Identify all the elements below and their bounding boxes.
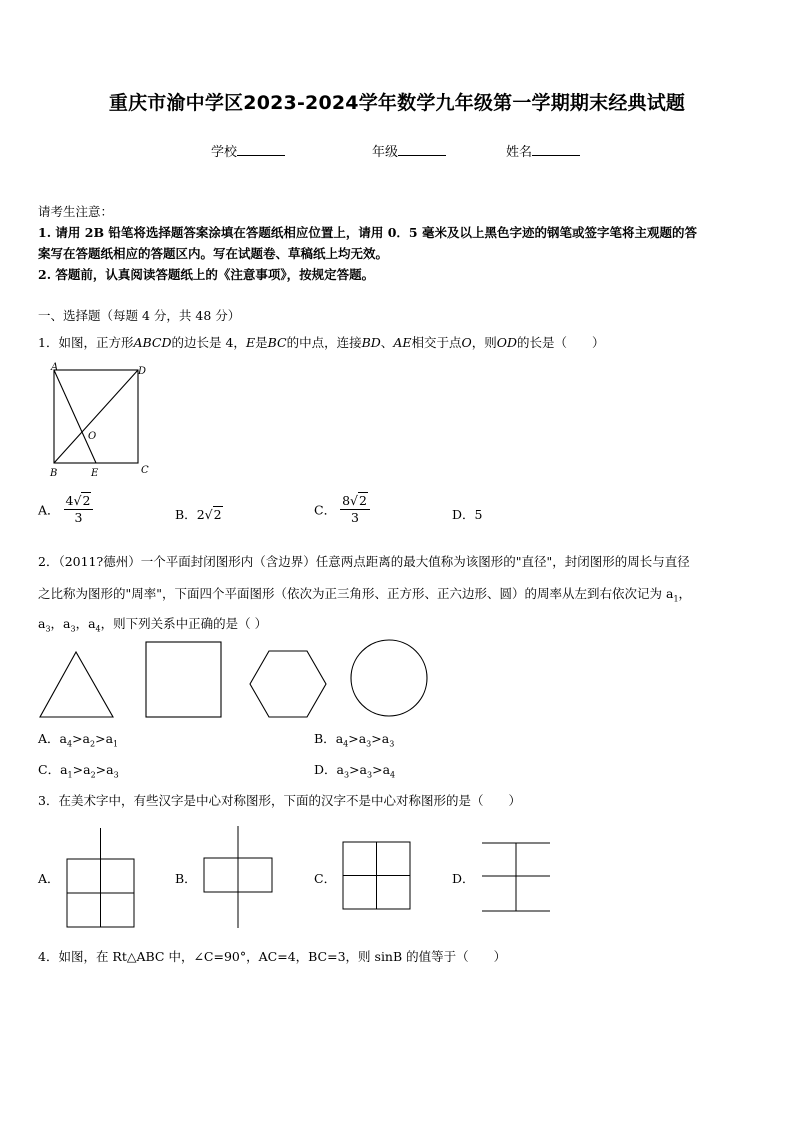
q1-square-figure	[40, 360, 170, 485]
q3-option-a-figure	[60, 824, 140, 932]
school-field[interactable]	[211, 141, 285, 160]
label-d: D	[138, 366, 147, 377]
q3-option-c-figure	[336, 836, 416, 916]
q2-line-1: 2．（2011?德州）一个平面封闭图形内（含边界）任意两点距离的最大值称为该图形的"直径"，封闭图形的周长与直径	[38, 554, 690, 569]
school-label: 学校	[211, 145, 238, 160]
q3-text: 3．在美术字中，有些汉字是中心对称图形，下面的汉字不是中心对称图形的是（ ）	[38, 793, 521, 808]
q4-text: 4．如图，在 Rt△ABC 中，∠C=90°，AC=4，BC=3，则 sinB 的值等于（ ）	[38, 949, 507, 964]
q1-text: 1．如图，正方形ABCD的边长是 4，E是BC的中点，连接BD、AE相交于点O，则OD的长是（ ）	[38, 335, 605, 350]
label-a: A	[51, 362, 59, 373]
label-b: B	[50, 468, 58, 479]
q3-option-d-figure	[476, 836, 556, 916]
notes-line-3: 2. 答题前，认真阅读答题纸上的《注意事项》，按规定答题。	[38, 267, 375, 282]
regular-hexagon	[250, 651, 326, 717]
q2-option-b[interactable]: B．$a_4>a_3>a_3$	[314, 731, 395, 749]
q2-option-c[interactable]: C．$a_1>a_2>a_3$	[38, 762, 119, 780]
label-c: C	[141, 465, 149, 476]
label-e: E	[91, 468, 99, 479]
grade-label: 年级	[372, 145, 399, 160]
q2-line-3: $a_3$，$a_3$，$a_4$，则下列关系中正确的是（ ）	[38, 616, 268, 634]
notes-heading: 请考生注意：	[38, 204, 114, 219]
q3-option-d-label[interactable]: D．	[452, 871, 475, 886]
circle-shape	[351, 640, 427, 716]
q3-option-b-label[interactable]: B．	[175, 871, 197, 886]
school-blank[interactable]	[237, 143, 285, 156]
q1-option-a[interactable]: A． $\frac{4√2}{3}$	[38, 494, 93, 525]
grade-blank[interactable]	[398, 143, 446, 156]
name-blank[interactable]	[532, 143, 580, 156]
segment-ae	[54, 370, 96, 463]
name-field[interactable]	[506, 141, 580, 160]
q1-option-d[interactable]: D．5	[452, 507, 483, 522]
q2-line-2: 之比称为图形的"周率"，下面四个平面图形（依次为正三角形、正方形、正六边形、圆）的周率从左到右依次记为 $a_1$，	[38, 586, 692, 604]
q3-option-b-figure	[198, 824, 278, 932]
q3-option-a-label[interactable]: A．	[38, 871, 60, 886]
equilateral-triangle	[40, 652, 113, 717]
square-shape	[146, 642, 221, 717]
q2-option-d[interactable]: D．$a_3>a_3>a_4$	[314, 762, 396, 780]
grade-field[interactable]	[372, 141, 446, 160]
q1-option-c[interactable]: C． $\frac{8√2}{3}$	[314, 494, 370, 525]
segment-bd	[54, 370, 138, 463]
page-title: 重庆市渝中学区2023-2024学年数学九年级第一学期期末经典试题	[108, 92, 686, 114]
notes-line-2: 案写在答题纸相应的答题区内。写在试题卷、草稿纸上均无效。	[38, 246, 389, 261]
label-o: O	[88, 431, 97, 442]
q3-option-c-label[interactable]: C．	[314, 871, 337, 886]
notes-line-1: 1. 请用 2B 铅笔将选择题答案涂填在答题纸相应位置上，请用 0．5 毫米及以上黑色字迹的钢笔或签字笔将主观题的答	[38, 225, 697, 240]
q1-option-b[interactable]: B．2√2	[175, 507, 222, 522]
q2-option-a[interactable]: A．$a_4>a_2>a_1$	[38, 731, 119, 749]
name-label: 姓名	[506, 145, 533, 160]
section-heading: 一、选择题（每题 4 分，共 48 分）	[38, 308, 241, 323]
q2-shapes-figure	[36, 638, 436, 723]
